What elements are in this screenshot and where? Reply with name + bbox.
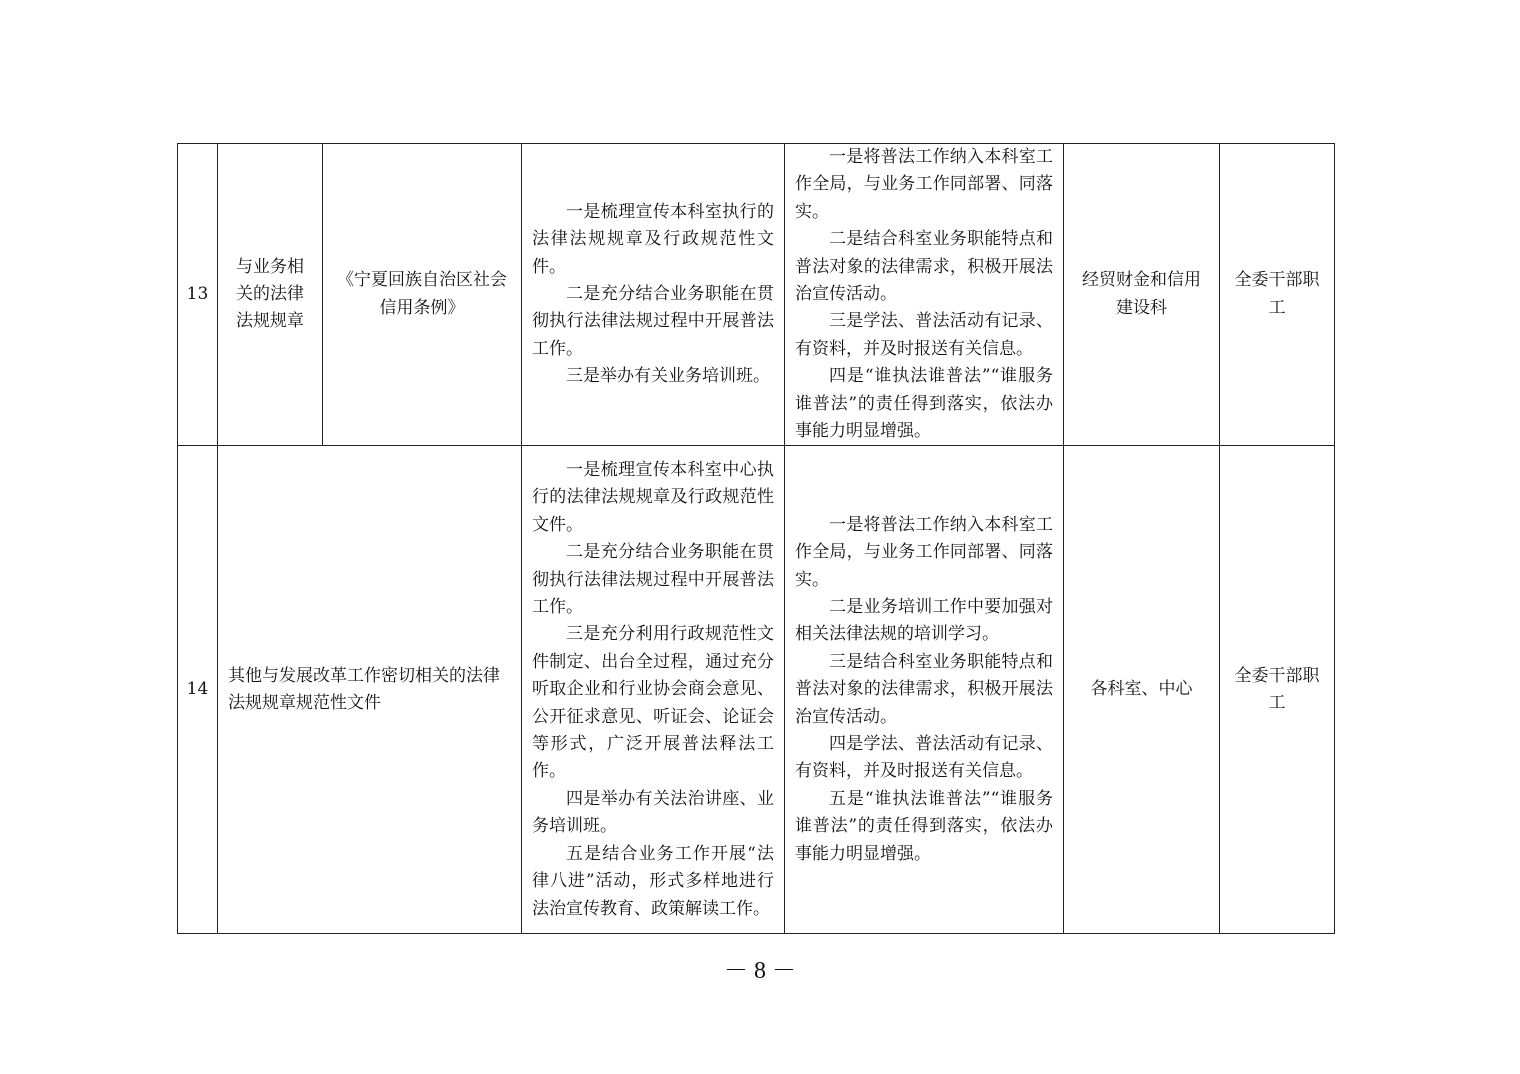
plan-table	[177, 143, 1335, 934]
table-row	[178, 446, 1335, 934]
goal-item: 五是“谁执法谁普法”“谁服务谁普法”的责任得到落实，依法办事能力明显增强。	[795, 788, 1053, 864]
content-item: 五是结合业务工作开展“法律八进”活动，形式多样地进行法治宣传教育、政策解读工作。	[532, 843, 774, 919]
publicity-content	[522, 446, 785, 934]
work-goals	[785, 446, 1064, 934]
goal-item: 三是结合科室业务职能特点和普法对象的法律需求，积极开展法治宣传活动。	[795, 651, 1053, 727]
responsible-department: 各科室、中心	[1064, 446, 1220, 934]
content-item: 一是梳理宣传本科室中心执行的法律法规规章及行政规范性文件。	[532, 460, 774, 535]
content-item: 三是充分利用行政规范性文件制定、出台全过程，通过充分听取企业和行业协会商会意见、公开征求意见、听证会、论证会等形式，广泛开展普法释法工作。	[532, 624, 774, 782]
law-name: 《宁夏回族自治区社会信用条例》	[323, 144, 522, 446]
publicity-content	[522, 144, 785, 446]
content-item: 四是举办有关法治讲座、业务培训班。	[532, 788, 774, 837]
target-audience: 全委干部职工	[1220, 446, 1335, 934]
goal-item: 三是学法、普法活动有记录、有资料，并及时报送有关信息。	[795, 311, 1053, 359]
goal-item: 四是“谁执法谁普法”“谁服务谁普法”的责任得到落实，依法办事能力明显增强。	[795, 366, 1053, 442]
law-category: 其他与发展改革工作密切相关的法律法规规章规范性文件	[218, 446, 522, 934]
goal-item: 二是结合科室业务职能特点和普法对象的法律需求，积极开展法治宣传活动。	[795, 229, 1053, 305]
responsible-department: 经贸财金和信用建设科	[1064, 144, 1220, 446]
goal-item: 四是学法、普法活动有记录、有资料，并及时报送有关信息。	[795, 734, 1053, 782]
page-number: － 8 －	[724, 958, 796, 984]
table-row	[178, 144, 1335, 446]
target-audience: 全委干部职工	[1220, 144, 1335, 446]
row-number: 14	[178, 446, 218, 934]
goal-item: 二是业务培训工作中要加强对相关法律法规的培训学习。	[795, 597, 1053, 645]
content-item: 一是梳理宣传本科室执行的法律法规规章及行政规范性文件。	[532, 201, 774, 277]
work-goals	[785, 144, 1064, 446]
content-item: 三是举办有关业务培训班。	[566, 366, 770, 387]
content-item: 二是充分结合业务职能在贯彻执行法律法规过程中开展普法工作。	[532, 542, 774, 618]
goal-item: 一是将普法工作纳入本科室工作全局，与业务工作同部署、同落实。	[795, 147, 1053, 222]
row-number: 13	[178, 144, 218, 446]
content-item: 二是充分结合业务职能在贯彻执行法律法规过程中开展普法工作。	[532, 284, 774, 359]
law-category: 与业务相关的法律法规规章	[218, 144, 323, 446]
goal-item: 一是将普法工作纳入本科室工作全局，与业务工作同部署、同落实。	[795, 514, 1053, 590]
